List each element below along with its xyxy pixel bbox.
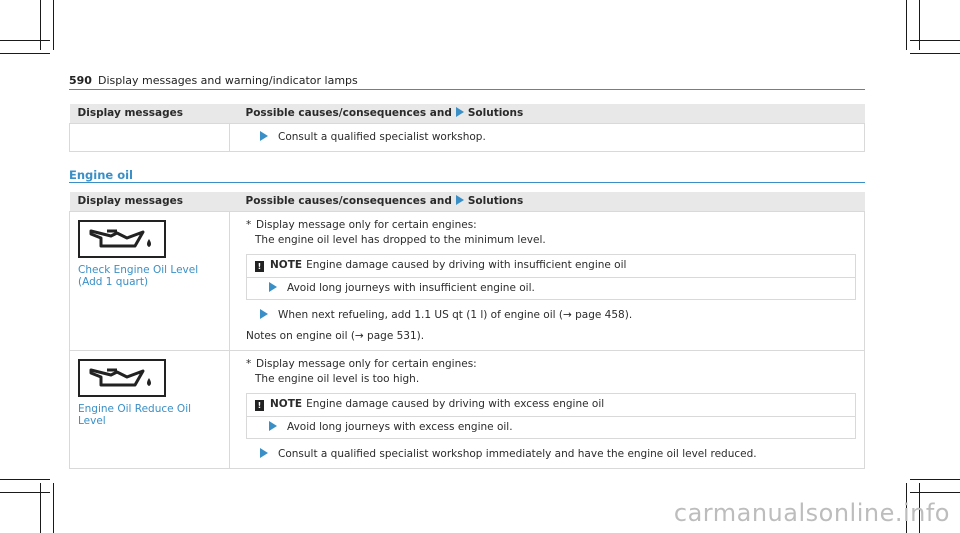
oil-can-icon: [78, 359, 166, 397]
crop-mark: [40, 483, 41, 533]
crop-mark: [53, 483, 54, 533]
arrow-icon: [456, 107, 464, 117]
crop-mark: [910, 40, 960, 41]
engine-oil-table: [69, 192, 865, 469]
step-text: Consult a qualified specialist workshop immediately and have the engine oil level reduced.: [278, 447, 757, 460]
crop-mark: [906, 0, 907, 50]
column-header-messages: Display messages: [70, 192, 230, 211]
oil-can-icon: [78, 220, 166, 258]
column-header-causes: Possible causes/consequences and Solutions: [230, 192, 865, 211]
note-box: ! NOTE Engine damage caused by driving with insufficient engine oil Avoid long journeys with insufficient engine oil.: [246, 254, 856, 300]
watermark: carmanualsonline.info: [673, 499, 950, 527]
table-cell: [230, 123, 865, 151]
crop-mark: [40, 0, 41, 50]
crop-mark: [0, 53, 50, 54]
section-rule: [69, 182, 865, 183]
table-cell: * Display message only for certain engines: The engine oil level is too high. ! NOTE Engine damage caused by driving with excess engine oil Avoid long journeys with excess engine oil. Consult a qualified specialist workshop immediately and have the engine oil level reduced.: [230, 350, 865, 468]
arrow-icon: [260, 131, 268, 141]
crop-mark: [0, 479, 50, 480]
step-text: Consult a qualified specialist workshop.: [278, 130, 486, 143]
arrow-icon: [269, 421, 277, 431]
table-row: [70, 350, 865, 468]
arrow-icon: [260, 309, 268, 319]
continued-table: [69, 104, 865, 152]
table-cell: [70, 211, 230, 350]
crop-mark: [53, 0, 54, 50]
page-header-title: Display messages and warning/indicator lamps: [97, 74, 358, 87]
page-number: 590: [69, 74, 92, 87]
table-cell: [70, 350, 230, 468]
page-header: [69, 74, 358, 87]
column-header-causes: Possible causes/consequences and Solutions: [230, 104, 865, 123]
crop-mark: [0, 492, 50, 493]
column-header-messages: Display messages: [70, 104, 230, 123]
step-text: When next refueling, add 1.1 US qt (1 l) of engine oil (→ page 458).: [278, 308, 633, 321]
note-box: ! NOTE Engine damage caused by driving with excess engine oil Avoid long journeys with excess engine oil.: [246, 393, 856, 439]
display-message: Check Engine Oil Level (Add 1 quart): [78, 263, 199, 288]
crop-mark: [919, 0, 920, 50]
warning-icon: !: [255, 261, 264, 272]
warning-icon: !: [255, 400, 264, 411]
crop-mark: [910, 479, 960, 480]
table-row: [70, 211, 865, 350]
crop-mark: [910, 492, 960, 493]
section-title: Engine oil: [69, 168, 133, 182]
table-cell: * Display message only for certain engines: The engine oil level has dropped to the minimum level. ! NOTE Engine damage caused by driving with insufficient engine oil Avoid long journeys with insufficient engine oil. When next refueling, add 1.1 US qt (1 l) of engine oil (→ page 458). Notes on engine oil (→ page 531).: [230, 211, 865, 350]
header-rule: [69, 89, 865, 90]
arrow-icon: [269, 282, 277, 292]
display-message: Engine Oil Reduce Oil Level: [78, 402, 192, 427]
crop-mark: [0, 40, 50, 41]
arrow-icon: [260, 448, 268, 458]
arrow-icon: [456, 195, 464, 205]
crop-mark: [910, 53, 960, 54]
reference-text: Notes on engine oil (→ page 531).: [246, 329, 425, 342]
table-cell: [70, 123, 230, 151]
